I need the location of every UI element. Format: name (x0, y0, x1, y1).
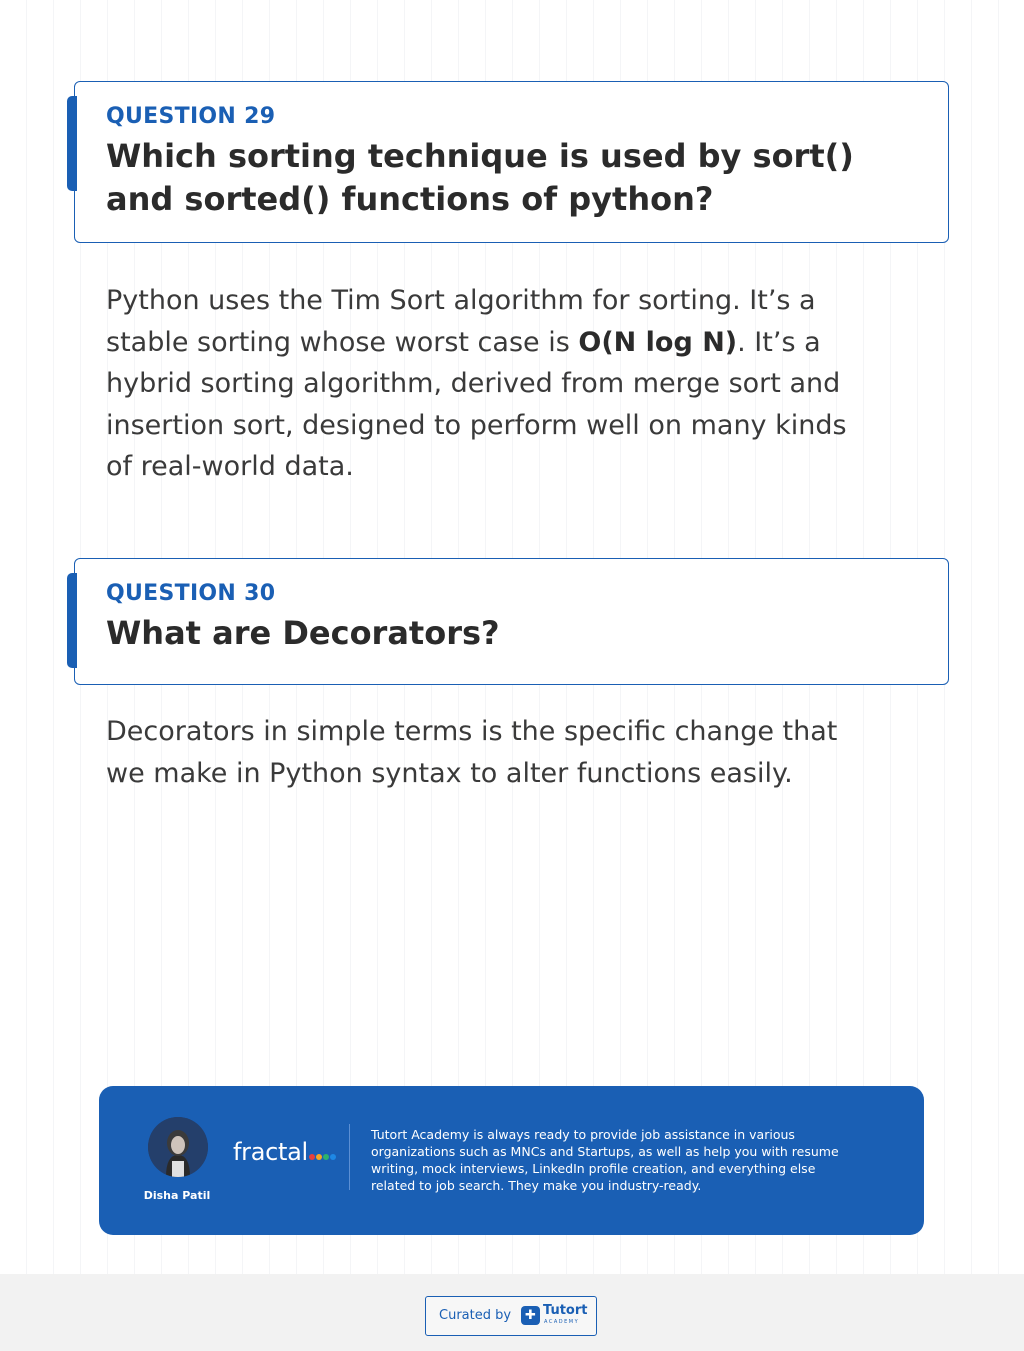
question-30-answer (106, 711, 936, 794)
card-description-line: writing, mock interviews, LinkedIn profile creation, and everything else (371, 1161, 816, 1176)
curated-by-badge[interactable] (425, 1296, 597, 1336)
question-29-answer (106, 280, 936, 488)
question-29-label: QUESTION 29 (106, 104, 276, 129)
question-30-title-line-1: What are Decorators? (106, 614, 500, 652)
answer-line: of real-world data. (106, 451, 354, 482)
card-description-line: organizations such as MNCs and Startups, as well as help you with resume (371, 1144, 839, 1159)
question-30-header (74, 558, 949, 685)
answer-line: hybrid sorting algorithm, derived from merge sort and (106, 368, 841, 399)
logo-dots (308, 1145, 336, 1164)
question-29-header (74, 81, 949, 243)
answer-line (106, 322, 936, 364)
question-29-title-line-2: and sorted() functions of python? (106, 180, 714, 218)
question-accent-bar (67, 573, 77, 668)
card-description-line: related to job search. They make you industry-ready. (371, 1178, 702, 1193)
question-29-title (106, 135, 926, 221)
footer (0, 1274, 1024, 1351)
logo-dot (309, 1154, 315, 1160)
tutort-logo-icon: ✚ (521, 1306, 540, 1325)
question-30-title (106, 612, 926, 655)
question-29-title-line-1: Which sorting technique is used by sort() (106, 137, 854, 175)
answer-text: . It’s a (737, 326, 821, 358)
card-divider (349, 1124, 350, 1190)
tutort-brand-sub: ACADEMY (544, 1319, 580, 1325)
mentor-card (99, 1086, 924, 1235)
company-logo-text: fractal (233, 1138, 308, 1166)
person-photo-icon (148, 1117, 208, 1177)
answer-line: Decorators in simple terms is the specific change that (106, 716, 838, 747)
company-logo (233, 1138, 336, 1166)
answer-line: Python uses the Tim Sort algorithm for sorting. It’s a (106, 285, 816, 316)
logo-dot (316, 1154, 322, 1160)
curated-by-label: Curated by (439, 1308, 512, 1323)
complexity-emphasis: O(N log N) (578, 326, 738, 358)
person-name: Disha Patil (143, 1189, 211, 1202)
answer-line: we make in Python syntax to alter functions easily. (106, 757, 793, 789)
card-description-line: Tutort Academy is always ready to provide job assistance in various (371, 1127, 795, 1142)
card-description (371, 1126, 901, 1194)
answer-text: stable sorting whose worst case is (106, 326, 570, 358)
avatar (148, 1117, 208, 1177)
logo-dot (330, 1154, 336, 1160)
logo-dot (323, 1154, 329, 1160)
question-30-label: QUESTION 30 (106, 581, 276, 606)
question-accent-bar (67, 96, 77, 191)
answer-line: insertion sort, designed to perform well on many kinds (106, 409, 847, 441)
tutort-brand-name: Tutort (543, 1303, 588, 1318)
